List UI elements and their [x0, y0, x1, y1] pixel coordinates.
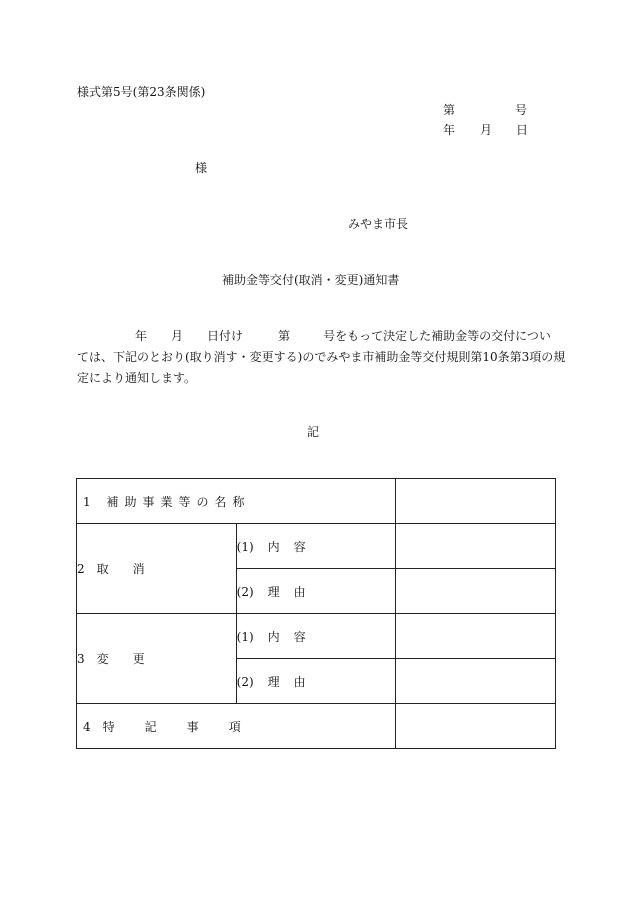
- cancel-reason-value[interactable]: [396, 569, 556, 614]
- cancel-content-label: (1) 内 容: [236, 524, 396, 569]
- detail-table: [76, 478, 556, 749]
- body-month: 月: [171, 329, 184, 343]
- table-row-special-notes: [77, 704, 556, 749]
- document-title: 補助金等交付(取消・変更)通知書: [222, 273, 400, 287]
- cancel-label: 2 取 消: [77, 524, 237, 614]
- body-text-line-2: ては、下記のとおり(取り消す・変更する)のでみやま市補助金等交付規則第10条第3項の規: [77, 350, 566, 364]
- project-name-label: 1 補助事業等の名称: [77, 479, 396, 524]
- document-number-prefix: 第: [443, 103, 456, 117]
- date-month-label: 月: [480, 123, 493, 137]
- project-name-value[interactable]: [396, 479, 556, 524]
- form-number: 様式第5号(第23条関係): [77, 85, 206, 99]
- cancel-content-value[interactable]: [396, 524, 556, 569]
- special-notes-label: 4 特 記 事 項: [77, 704, 396, 749]
- addressee-honorific: 様: [195, 161, 208, 175]
- ki-heading: 記: [307, 425, 320, 439]
- change-reason-label: (2) 理 由: [236, 659, 396, 704]
- table-row-project-name: [77, 479, 556, 524]
- document-number-suffix: 号: [515, 103, 528, 117]
- change-label: 3 変 更: [77, 614, 237, 704]
- body-dated: 日付け: [207, 329, 244, 343]
- table-row-cancel-content: [77, 524, 556, 569]
- change-reason-value[interactable]: [396, 659, 556, 704]
- cancel-reason-label: (2) 理 由: [236, 569, 396, 614]
- body-year: 年: [135, 329, 148, 343]
- body-text-line-3: 定により通知します。: [77, 371, 197, 385]
- date-day-label: 日: [516, 123, 529, 137]
- body-text-line-1: [77, 330, 551, 342]
- change-content-label: (1) 内 容: [236, 614, 396, 659]
- change-content-value[interactable]: [396, 614, 556, 659]
- body-line1-rest: 号をもって決定した補助金等の交付につい: [323, 329, 551, 343]
- special-notes-value[interactable]: [396, 704, 556, 749]
- issuer-name: みやま市長: [348, 217, 409, 231]
- table-row-change-content: [77, 614, 556, 659]
- body-dai: 第: [278, 329, 291, 343]
- date-year-label: 年: [443, 123, 456, 137]
